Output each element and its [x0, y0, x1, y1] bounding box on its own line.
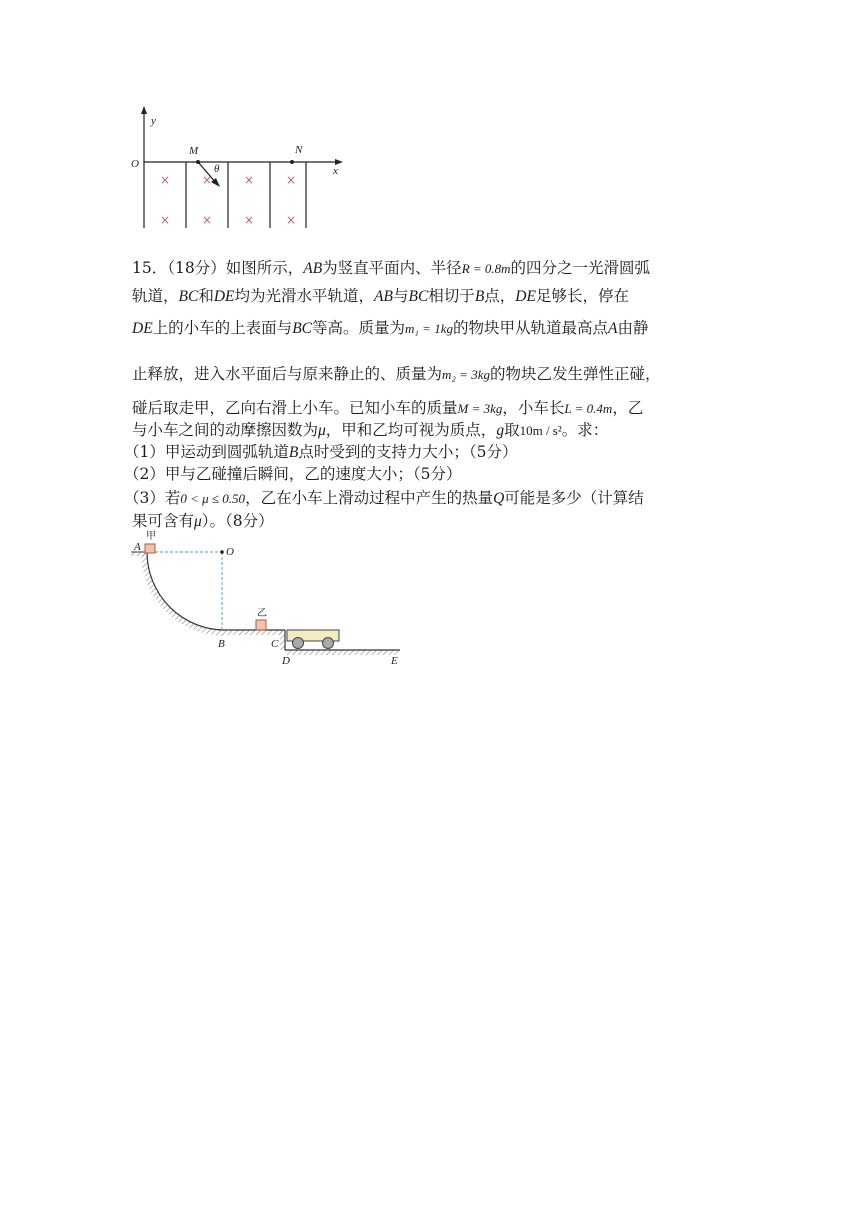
field-cross: × [202, 173, 213, 187]
problem-line-6: 与小车之间的动摩擦因数为μ，甲和乙均可视为质点，g取10m / s²。求： [132, 421, 609, 439]
theta-label: θ [214, 163, 220, 175]
point-d-label: D [282, 655, 290, 667]
question-1: （1）甲运动到圆弧轨道B点时受到的支持力大小；（5分） [124, 443, 518, 461]
field-cross: × [160, 173, 171, 187]
point-b-label: B [218, 638, 225, 650]
center-o-label: O [226, 546, 234, 558]
point-m-label: M [189, 145, 199, 157]
cart-mass-value: M = 3kg [457, 401, 503, 416]
mass-2-value: m₂ = 3kg [442, 367, 490, 382]
cart-length-value: L = 0.4m [564, 401, 613, 416]
block-yi-label: 乙 [257, 608, 267, 619]
problem-number: 15． [132, 259, 168, 277]
problem-line-2: 轨道，BC和DE均为光滑水平轨道，AB与BC相切于B点，DE足够长，停在 [132, 287, 629, 305]
field-cross: × [286, 173, 297, 187]
field-cross: × [160, 213, 171, 227]
point-n-label: N [295, 144, 303, 156]
y-axis-label: y [151, 115, 156, 127]
magnetic-field-figure [125, 100, 355, 235]
problem-line-1: 15．（18分）如图所示，AB为竖直平面内、半径R = 0.8m的四分之一光滑圆弧 [132, 259, 651, 277]
field-cross: × [244, 173, 255, 187]
gravity-value: 10m / s² [519, 423, 562, 438]
radius-value: R = 0.8m [461, 261, 511, 276]
question-3: （3）若0 < μ ≤ 0.50，乙在小车上滑动过程中产生的热量Q可能是多少（计算结 [124, 489, 644, 507]
mass-1-value: m₁ = 1kg [405, 321, 453, 336]
field-cross: × [244, 213, 255, 227]
question-2: （2）甲与乙碰撞后瞬间，乙的速度大小；（5分） [124, 465, 462, 483]
problem-line-3: DE上的小车的上表面与BC等高。质量为m₁ = 1kg的物块甲从轨道最高点A由静 [132, 319, 649, 337]
track-cart-figure [125, 528, 410, 668]
mu-range: 0 < μ ≤ 0.50 [180, 491, 246, 506]
field-cross: × [202, 213, 213, 227]
question-3-continued: 果可含有μ）。（8分） [132, 512, 274, 530]
field-cross: × [286, 213, 297, 227]
point-a-label: A [134, 541, 141, 553]
origin-label: O [131, 158, 139, 170]
problem-line-5: 碰后取走甲，乙向右滑上小车。已知小车的质量M = 3kg，小车长L = 0.4m，乙 [132, 399, 644, 417]
point-c-label: C [271, 638, 279, 650]
point-e-label: E [391, 655, 398, 667]
block-jia-label: 甲 [146, 531, 156, 542]
x-axis-label: x [333, 165, 338, 177]
problem-line-4: 止释放，进入水平面后与原来静止的、质量为m₂ = 3kg的物块乙发生弹性正碰， [132, 365, 661, 383]
